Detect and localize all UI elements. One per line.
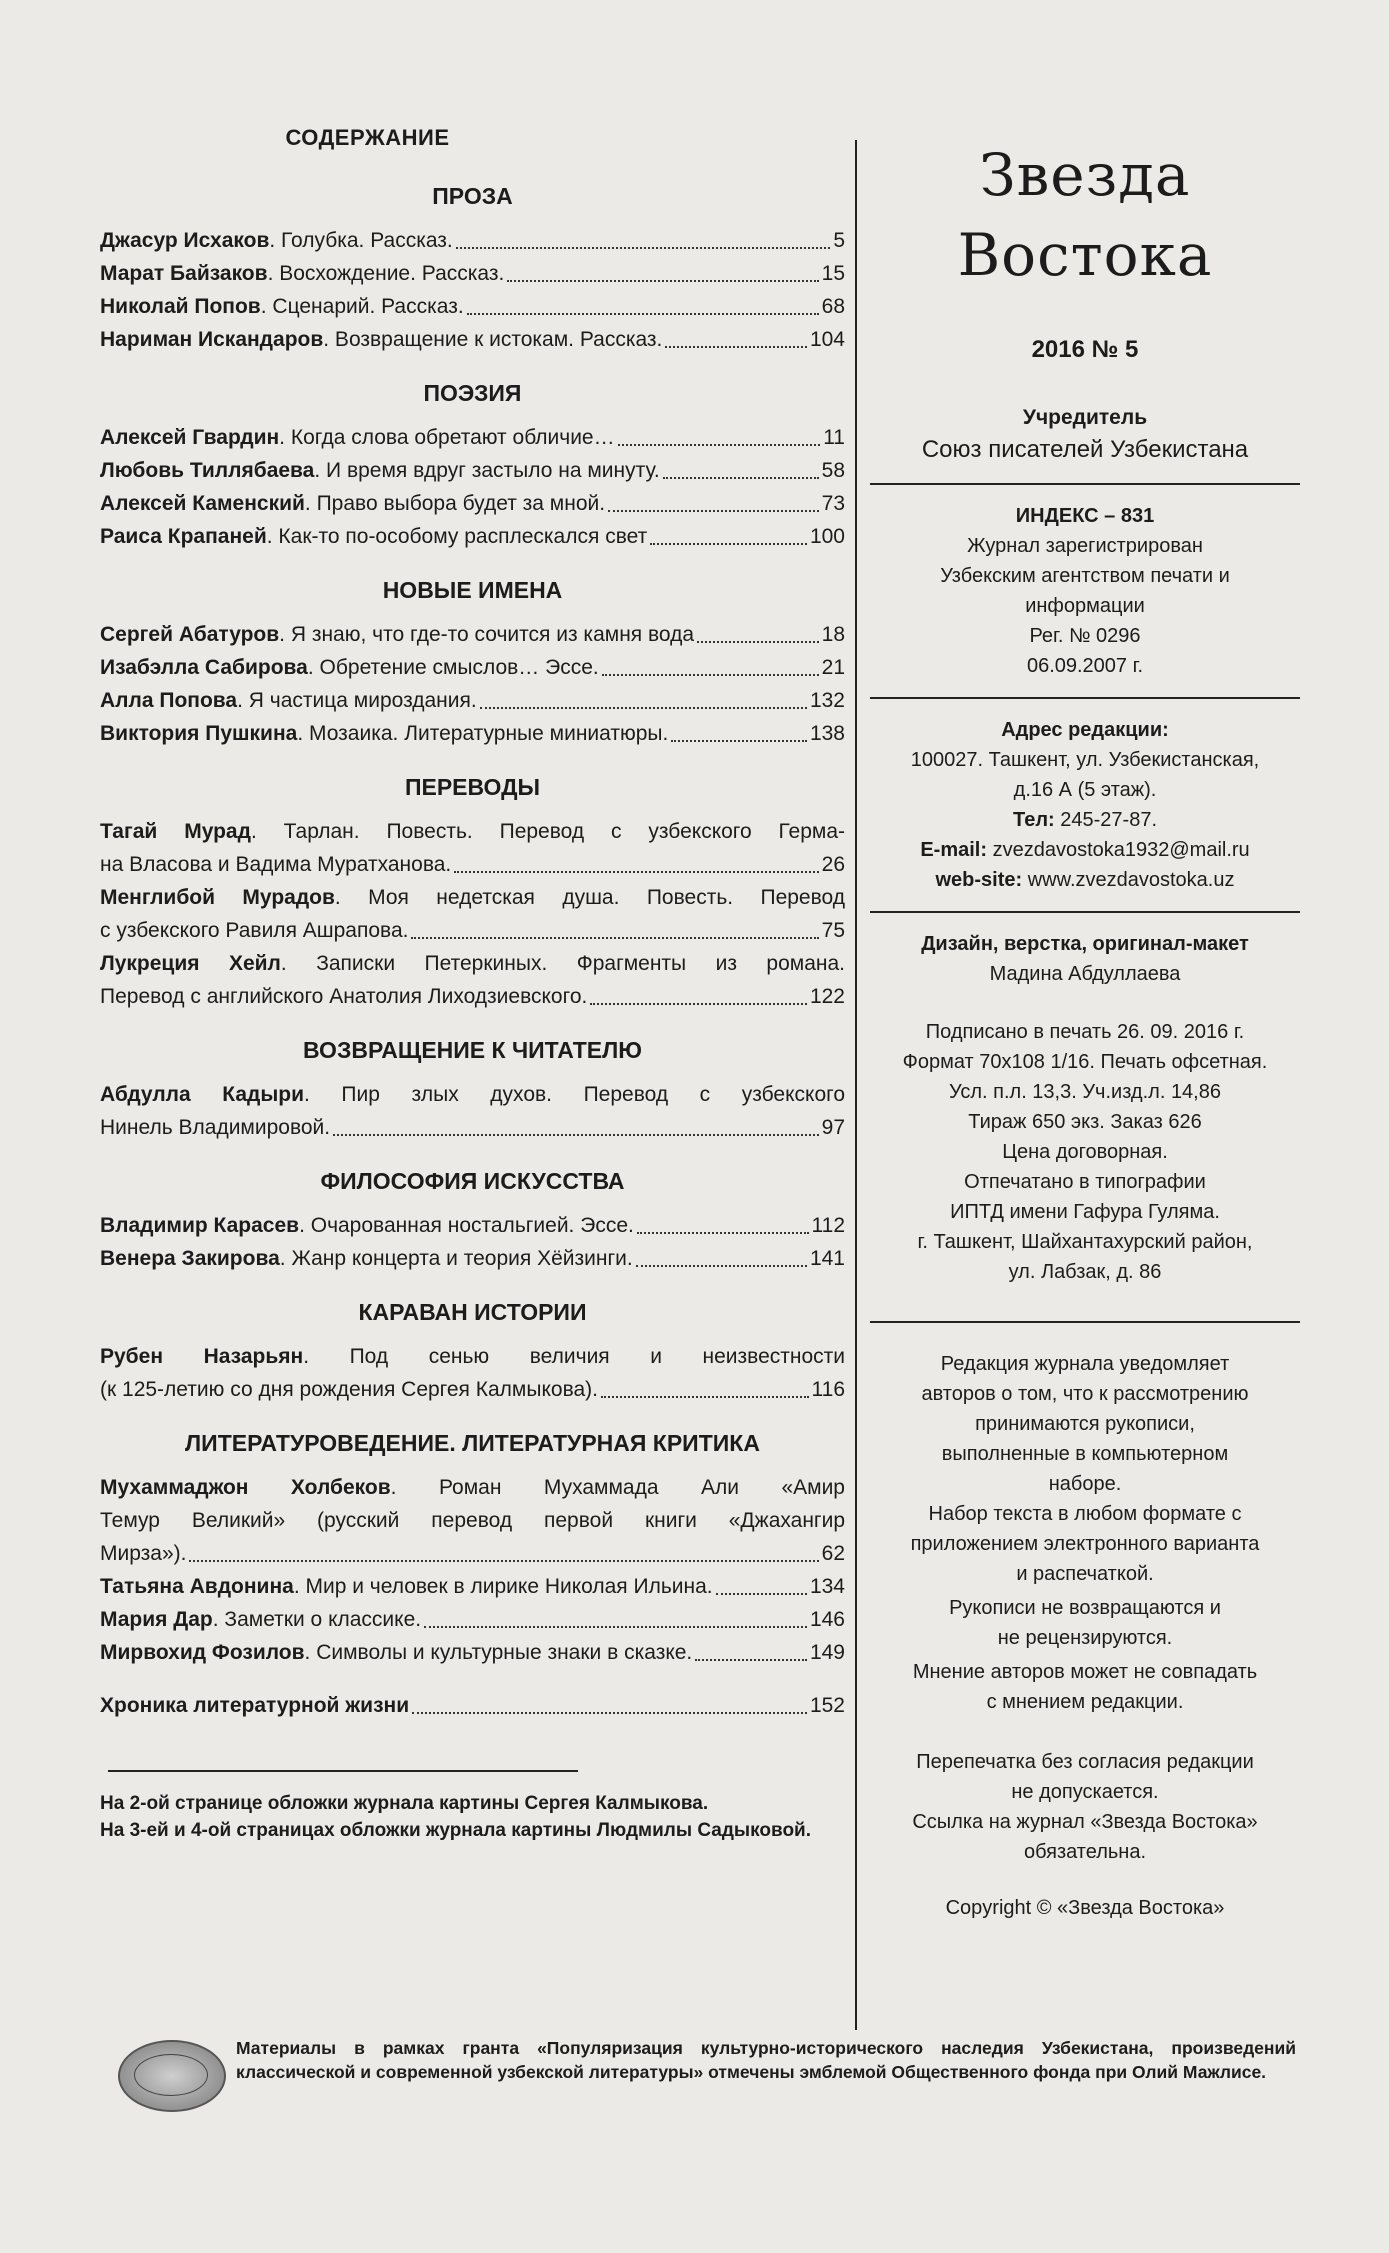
toc-entry [100, 257, 845, 290]
entry-page: 138 [809, 722, 845, 745]
leader-dots [618, 444, 821, 446]
design-label: Дизайн, верстка, оригинал-макет [921, 933, 1249, 955]
toc-entry [100, 1078, 845, 1144]
notice-line: и распечаткой. [1016, 1563, 1154, 1585]
entry-title-cont: с узбекского Равиля Ашрапова. [100, 919, 409, 942]
email-value: zvezdavostoka1932@mail.ru [987, 839, 1250, 861]
entry-title: . Право выбора будет за мной. [304, 492, 606, 515]
entry-page: 18 [821, 623, 845, 646]
section-title: ЛИТЕРАТУРОВЕДЕНИЕ. ЛИТЕРАТУРНАЯ КРИТИКА [185, 1430, 760, 1456]
magazine-masthead: Звезда Востока [957, 141, 1213, 289]
entry-author: Марат Байзаков [100, 262, 268, 285]
entry-author: Любовь Тиллябаева [100, 459, 315, 482]
entry-title-cont: Нинель Владимировой. [100, 1116, 331, 1139]
leader-dots [601, 1396, 809, 1398]
print-info-line: Подписано в печать 26. 09. 2016 г. [925, 1021, 1245, 1043]
toc-entry [100, 1340, 845, 1406]
notice-line: Рукописи не возвращаются и [949, 1597, 1221, 1619]
notice-line: наборе. [1048, 1473, 1122, 1495]
entry-title-cont: (к 125-летию со дня рождения Сергея Калмыкова). [100, 1378, 598, 1401]
entry-page: 116 [811, 1378, 845, 1401]
email-line [865, 835, 1305, 865]
entry-title-cont: Перевод с английского Анатолия Лиходзиевского. [100, 985, 588, 1008]
divider [870, 911, 1300, 913]
leader-dots [671, 740, 807, 742]
divider [870, 483, 1300, 485]
footnote-rule [108, 1770, 578, 1772]
print-info-line: г. Ташкент, Шайхантахурский район, [917, 1231, 1253, 1253]
toc-entry [100, 323, 845, 356]
notice-line: Мнение авторов может не совпадать [912, 1661, 1258, 1683]
entry-author: Татьяна Авдонина [100, 1575, 294, 1598]
registration-line: Рег. № 0296 [1029, 625, 1141, 647]
toc-entry [100, 520, 845, 553]
toc-entry [100, 421, 845, 454]
print-info-line: Цена договорная. [1002, 1141, 1168, 1163]
entry-title: . Очарованная ностальгией. Эссе. [299, 1214, 634, 1237]
entry-author: Лукреция Хейл [100, 952, 281, 975]
entry-page: 11 [823, 426, 845, 449]
entry-page: 26 [821, 853, 845, 876]
founder-name: Союз писателей Узбекистана [921, 436, 1249, 463]
section-poetry [100, 380, 845, 553]
leader-dots [608, 510, 819, 512]
grant-footer-note: Материалы в рамках гранта «Популяризация культурно-исторического наследия Узбекистана, произведений классической и современной узбекской литературы» отмечены эмблемой Общественного фонда при Олий Мажлисе. [236, 2038, 1296, 2082]
entry-title: . Записки Петеркиных. Фрагменты из романа. [280, 952, 845, 975]
entry-author: Менглибой Мурадов [100, 886, 335, 909]
contents-title: СОДЕРЖАНИЕ [285, 125, 450, 150]
entry-title: . Мир и человек в лирике Николая Ильина. [293, 1575, 713, 1598]
index-number: ИНДЕКС – 831 [1015, 505, 1155, 527]
leader-dots [636, 1265, 807, 1267]
entry-page: 75 [821, 919, 845, 942]
entry-page: 112 [811, 1214, 845, 1237]
print-info-line: Формат 70x108 1/16. Печать офсетная. [902, 1051, 1268, 1073]
leader-dots [665, 346, 807, 348]
reprint-line: Перепечатка без согласия редакции [916, 1751, 1254, 1773]
entry-author: Виктория Пушкина [100, 722, 298, 745]
section-philosophy-of-art [100, 1168, 845, 1275]
entry-title: . Пир злых духов. Перевод с узбекского [304, 1083, 845, 1106]
entry-page: 62 [821, 1542, 845, 1565]
entry-author: Раиса Крапаней [100, 525, 267, 548]
entry-page: 122 [809, 985, 845, 1008]
entry-page: 97 [821, 1116, 845, 1139]
print-info-line: ул. Лабзак, д. 86 [1008, 1261, 1162, 1283]
entry-title: . Мозаика. Литературные миниатюры. [297, 722, 669, 745]
entry-title: . Я частица мироздания. [237, 689, 477, 712]
entry-page: 73 [821, 492, 845, 515]
entry-page: 146 [809, 1608, 845, 1631]
section-title: КАРАВАН ИСТОРИИ [358, 1299, 587, 1325]
founder-label: Учредитель [1022, 406, 1148, 429]
notice-line: не рецензируются. [997, 1627, 1173, 1649]
entry-page: 132 [809, 689, 845, 712]
entry-title: . Заметки о классике. [212, 1608, 422, 1631]
entry-page: 149 [809, 1641, 845, 1664]
address-label: Адрес редакции: [1001, 719, 1169, 741]
entry-title: . Сценарий. Рассказ. [260, 295, 464, 318]
leader-dots [602, 674, 819, 676]
section-caravan-of-history [100, 1299, 845, 1406]
phone-value: 245-27-87. [1054, 809, 1157, 831]
section-literary-criticism [100, 1430, 845, 1669]
print-info-line: Отпечатано в типографии [964, 1171, 1206, 1193]
notice-line: авторов о том, что к рассмотрению [921, 1383, 1249, 1405]
notice-line: принимаются рукописи, [975, 1413, 1195, 1435]
toc-entry [100, 684, 845, 717]
leader-dots [456, 247, 831, 249]
entry-title-cont: на Власова и Вадима Муратханова. [100, 853, 452, 876]
entry-author: Венера Закирова [100, 1247, 280, 1270]
toc-entry [100, 815, 845, 881]
notice-line: выполненные в компьютерном [941, 1443, 1229, 1465]
entry-author: Джасур Исхаков [100, 229, 270, 252]
leader-dots [467, 313, 819, 315]
toc-entry [100, 487, 845, 520]
notice-line: Набор текста в любом формате с [928, 1503, 1242, 1525]
toc-entry [100, 947, 845, 1013]
entry-title: . Жанр концерта и теория Хёйзинги. [279, 1247, 633, 1270]
section-new-names [100, 577, 845, 750]
section-title: ФИЛОСОФИЯ ИСКУССТВА [320, 1168, 625, 1194]
website-value: www.zvezdavostoka.uz [1022, 869, 1235, 891]
reprint-notice [865, 1747, 1305, 1867]
reprint-line: Ссылка на журнал «Звезда Востока» [912, 1811, 1258, 1833]
toc-entry [100, 1209, 845, 1242]
entry-title: . Я знаю, что где-то сочится из камня вода [279, 623, 695, 646]
entry-page: 5 [833, 229, 845, 252]
table-of-contents [100, 125, 845, 1844]
phone-label: Тел: [1012, 809, 1055, 831]
website-line [865, 865, 1305, 895]
notice-line: с мнением редакции. [986, 1691, 1184, 1713]
entry-page: 15 [821, 262, 845, 285]
section-prose [100, 183, 845, 356]
toc-entry [100, 618, 845, 651]
leader-dots [716, 1593, 807, 1595]
leader-dots [333, 1134, 819, 1136]
entry-author: Николай Попов [100, 295, 261, 318]
entry-page: 58 [821, 459, 845, 482]
entry-title: . Моя недетская душа. Повесть. Перевод [334, 886, 846, 909]
imprint-column [865, 135, 1305, 1923]
leader-dots [650, 543, 807, 545]
email-label: E-mail: [920, 839, 988, 861]
entry-page: 141 [809, 1247, 845, 1270]
entry-author: Мария Дар [100, 1608, 213, 1631]
divider [870, 697, 1300, 699]
entry-title: . Возвращение к истокам. Рассказ. [323, 328, 663, 351]
copyright: Copyright © «Звезда Востока» [945, 1897, 1225, 1919]
registration-line: Журнал зарегистрирован [967, 535, 1203, 557]
leader-dots [590, 1003, 807, 1005]
reprint-line: обязательна. [1023, 1841, 1147, 1863]
entry-page: 134 [809, 1575, 845, 1598]
print-info-block [865, 1017, 1305, 1287]
entry-title: . Восхождение. Рассказ. [267, 262, 505, 285]
leader-dots [424, 1626, 807, 1628]
phone-line [865, 805, 1305, 835]
entry-title: . Голубка. Рассказ. [269, 229, 453, 252]
registration-line: 06.09.2007 г. [1026, 655, 1144, 677]
entry-title-cont: Темур Великий» (русский перевод первой книги «Джахангир [100, 1509, 845, 1532]
leader-dots [454, 871, 818, 873]
section-title: ПОЭЗИЯ [423, 380, 522, 406]
toc-entry [100, 454, 845, 487]
entry-author: Тагай Мурад [100, 820, 251, 843]
leader-dots [507, 280, 818, 282]
entry-author: Рубен Назарьян [100, 1345, 304, 1368]
toc-entry [100, 717, 845, 750]
registration-line: Узбекским агентством печати и [940, 565, 1230, 587]
cover-footnote-1: На 2-ой странице обложки журнала картины Сергея Калмыкова. [100, 1793, 709, 1814]
entry-author: Владимир Карасев [100, 1214, 300, 1237]
website-label: web-site: [935, 869, 1023, 891]
section-title: ПЕРЕВОДЫ [404, 774, 541, 800]
toc-entry [100, 1471, 845, 1570]
toc-entry [100, 1570, 845, 1603]
entry-page: 68 [821, 295, 845, 318]
print-info-line: Усл. п.л. 13,3. Уч.изд.л. 14,86 [948, 1081, 1221, 1103]
entry-title: . Как-то по-особому расплескался свет [266, 525, 648, 548]
section-translations [100, 774, 845, 1013]
entry-page: 21 [821, 656, 845, 679]
entry-author: Нариман Искандаров [100, 328, 324, 351]
notice-line: приложением электронного варианта [910, 1533, 1260, 1555]
address-line: д.16 А (5 этаж). [1013, 779, 1157, 801]
registration-line: информации [1025, 595, 1145, 617]
designer-name: Мадина Абдуллаева [989, 963, 1181, 985]
toc-entry [100, 1242, 845, 1275]
notice-line: Редакция журнала уведомляет [940, 1353, 1230, 1375]
entry-author: Абдулла Кадыри [100, 1083, 305, 1106]
print-info-line: Тираж 650 экз. Заказ 626 [968, 1111, 1202, 1133]
entry-author: Алла Попова [100, 689, 238, 712]
cover-footnote-2: На 3-ей и 4-ой страницах обложки журнала картины Людмилы Садыковой. [100, 1820, 812, 1841]
divider [870, 1321, 1300, 1323]
entry-title: . Обретение смыслов… Эссе. [307, 656, 599, 679]
entry-title: . Символы и культурные знаки в сказке. [304, 1641, 693, 1664]
entry-author: Сергей Абатуров [100, 623, 280, 646]
toc-entry [100, 1636, 845, 1669]
entry-author: Хроника литературной жизни [100, 1694, 410, 1717]
leader-dots [637, 1232, 809, 1234]
reprint-line: не допускается. [1011, 1781, 1159, 1803]
issue-number: 2016 № 5 [1031, 336, 1139, 363]
entry-title: . Тарлан. Повесть. Перевод с узбекского Герма- [250, 820, 845, 843]
entry-title: . Роман Мухаммада Али «Амир [390, 1476, 845, 1499]
print-info-line: ИПТД имени Гафура Гуляма. [950, 1201, 1220, 1223]
toc-entry [100, 651, 845, 684]
entry-title-cont: Мирза»). [100, 1542, 187, 1565]
entry-author: Мирвохид Фозилов [100, 1641, 305, 1664]
entry-title: . Когда слова обретают обличие… [279, 426, 615, 449]
column-divider [855, 140, 857, 2030]
toc-entry-chronicle [100, 1689, 845, 1722]
section-title: ВОЗВРАЩЕНИЕ К ЧИТАТЕЛЮ [303, 1037, 642, 1063]
entry-author: Алексей Гвардин [100, 426, 280, 449]
entry-author: Изабэлла Сабирова [100, 656, 308, 679]
section-return-to-reader [100, 1037, 845, 1144]
entry-page: 152 [809, 1694, 845, 1717]
toc-entry [100, 1603, 845, 1636]
toc-entry [100, 881, 845, 947]
leader-dots [663, 477, 819, 479]
leader-dots [412, 1712, 807, 1714]
entry-author: Алексей Каменский [100, 492, 305, 515]
toc-entry [100, 224, 845, 257]
entry-title: . Под сенью величия и неизвестности [303, 1345, 845, 1368]
address-line: 100027. Ташкент, ул. Узбекистанская, [910, 749, 1260, 771]
section-title: ПРОЗА [432, 183, 513, 209]
toc-entry [100, 290, 845, 323]
entry-page: 104 [809, 328, 845, 351]
leader-dots [480, 707, 807, 709]
entry-author: Мухаммаджон Холбеков [100, 1476, 391, 1499]
editorial-notice [865, 1349, 1305, 1717]
section-title: НОВЫЕ ИМЕНА [382, 577, 563, 603]
leader-dots [189, 1560, 818, 1562]
entry-page: 100 [809, 525, 845, 548]
leader-dots [695, 1659, 807, 1661]
foundation-emblem-icon [118, 2040, 226, 2112]
entry-title: . И время вдруг застыло на минуту. [314, 459, 660, 482]
leader-dots [697, 641, 819, 643]
leader-dots [411, 937, 818, 939]
